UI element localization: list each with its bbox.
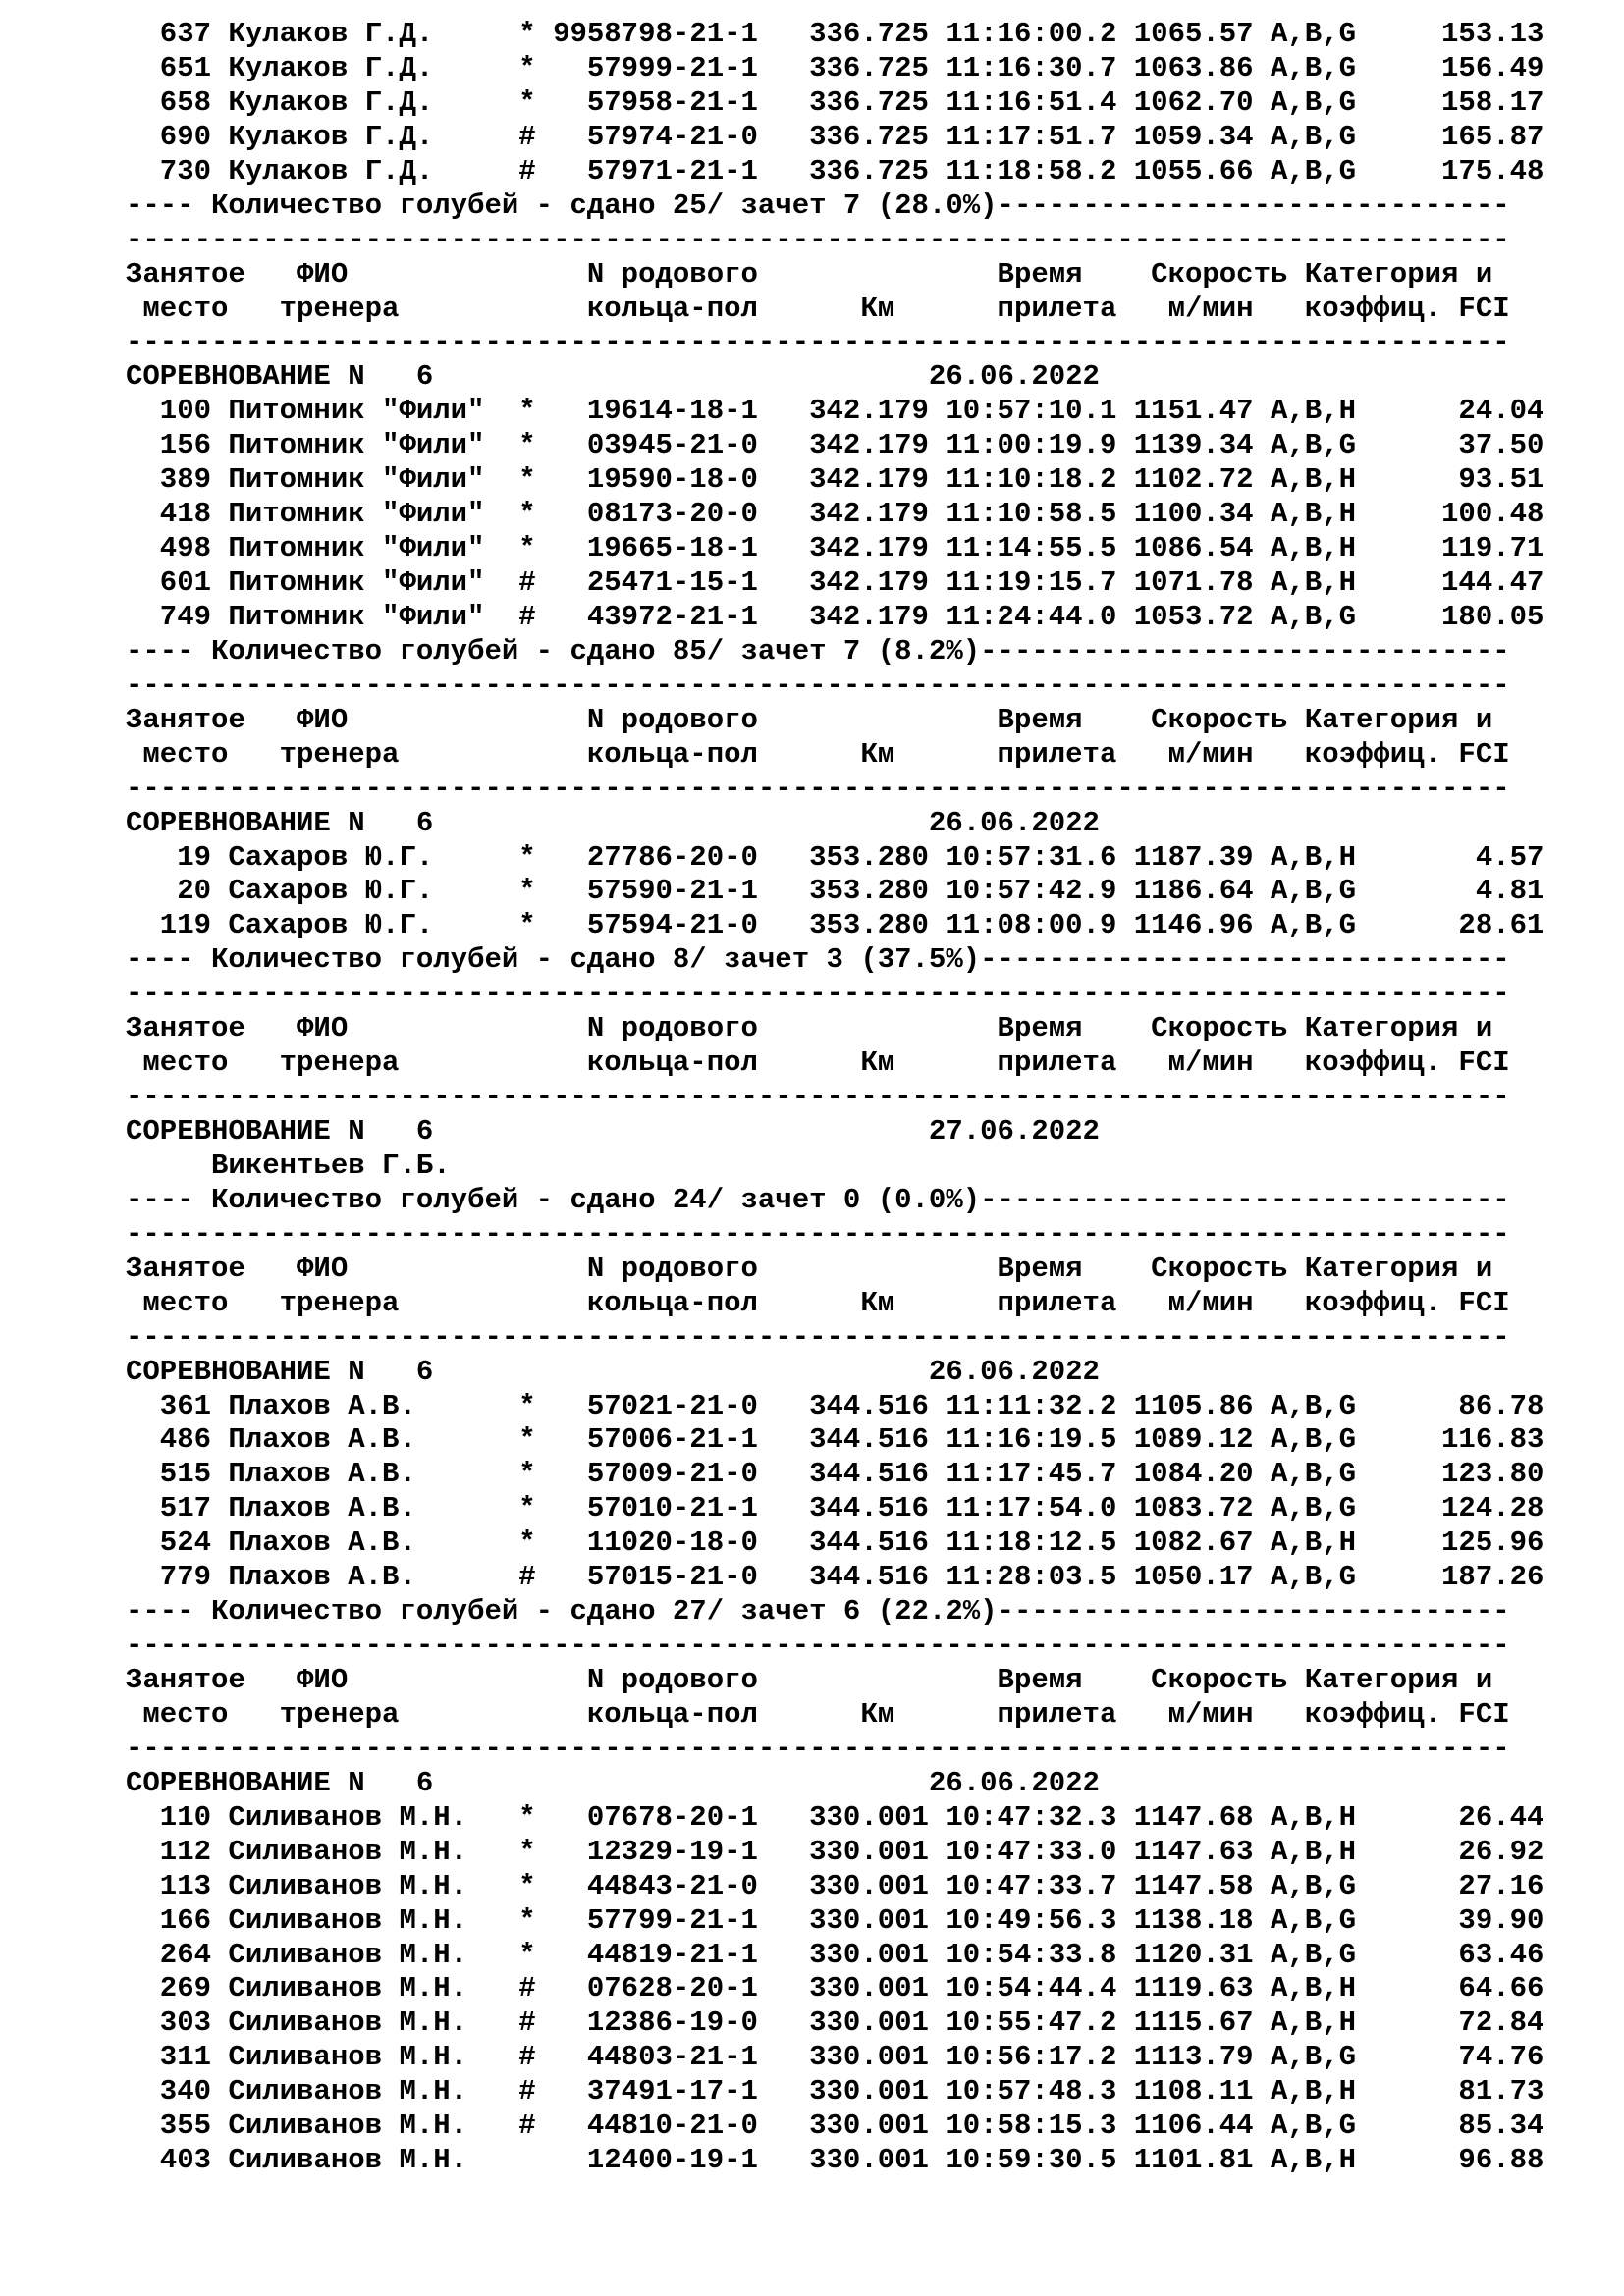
result-row: 498 Питомник "Фили" * 19665-18-1 342.179 11:14:55.5 1086.54 A,B,H 119.71: [126, 532, 1544, 565]
result-row: 389 Питомник "Фили" * 19590-18-0 342.179 11:10:18.2 1102.72 A,B,H 93.51: [126, 463, 1544, 497]
result-row: 269 Силиванов М.Н. # 07628-20-1 330.001 10:54:44.4 1119.63 A,B,H 64.66: [126, 1972, 1544, 2005]
result-row: 779 Плахов А.В. # 57015-21-0 344.516 11:28:03.5 1050.17 A,B,G 187.26: [126, 1561, 1544, 1594]
competition-header: СОРЕВНОВАНИЕ N 6 26.06.2022: [126, 360, 1100, 394]
result-row: 119 Сахаров Ю.Г. * 57594-21-0 353.280 11:08:00.9 1146.96 A,B,G 28.61: [126, 909, 1544, 942]
result-row: 20 Сахаров Ю.Г. * 57590-21-1 353.280 10:57:42.9 1186.64 A,B,G 4.81: [126, 875, 1544, 908]
column-header: Занятое ФИО N родового Время Скорость Категория и: [126, 257, 1493, 291]
competition-header: СОРЕВНОВАНИЕ N 6 26.06.2022: [126, 1766, 1100, 1799]
summary-line: ---- Количество голубей - сдано 25/ зачет 7 (28.0%)------------------------------: [126, 188, 1510, 222]
result-row: 601 Питомник "Фили" # 25471-15-1 342.179 11:19:15.7 1071.78 A,B,H 144.47: [126, 566, 1544, 599]
separator-line: ---------------------------------------------------------------------------------: [126, 1217, 1510, 1251]
column-header: место тренера кольца-пол Км прилета м/мин коэффиц. FCI: [126, 292, 1510, 325]
result-row: 311 Силиванов М.Н. # 44803-21-1 330.001 10:56:17.2 1113.79 A,B,G 74.76: [126, 2041, 1544, 2074]
result-row: 403 Силиванов М.Н. 12400-19-1 330.001 10:59:30.5 1101.81 A,B,H 96.88: [126, 2144, 1544, 2177]
result-row: 730 Кулаков Г.Д. # 57971-21-1 336.725 11:18:58.2 1055.66 A,B,G 175.48: [126, 154, 1544, 187]
result-row: 658 Кулаков Г.Д. * 57958-21-1 336.725 11:16:51.4 1062.70 A,B,G 158.17: [126, 85, 1544, 119]
result-row: 156 Питомник "Фили" * 03945-21-0 342.179 11:00:19.9 1139.34 A,B,G 37.50: [126, 429, 1544, 462]
column-header: Занятое ФИО N родового Время Скорость Категория и: [126, 1252, 1493, 1285]
results-report: [126, 18, 1543, 2178]
result-row: 355 Силиванов М.Н. # 44810-21-0 330.001 10:58:15.3 1106.44 A,B,G 85.34: [126, 2109, 1544, 2143]
result-row: Викентьев Г.Б.: [126, 1148, 451, 1182]
summary-line: ---- Количество голубей - сдано 24/ зачет 0 (0.0%)-------------------------------: [126, 1183, 1510, 1216]
separator-line: ---------------------------------------------------------------------------------: [126, 978, 1510, 1011]
result-row: 651 Кулаков Г.Д. * 57999-21-1 336.725 11:16:30.7 1063.86 A,B,G 156.49: [126, 51, 1544, 84]
result-row: 515 Плахов А.В. * 57009-21-0 344.516 11:17:45.7 1084.20 A,B,G 123.80: [126, 1458, 1544, 1491]
competition-header: СОРЕВНОВАНИЕ N 6 27.06.2022: [126, 1115, 1100, 1148]
column-header: место тренера кольца-пол Км прилета м/мин коэффиц. FCI: [126, 1697, 1510, 1731]
summary-line: ---- Количество голубей - сдано 8/ зачет 3 (37.5%)-------------------------------: [126, 943, 1510, 977]
result-row: 264 Силиванов М.Н. * 44819-21-1 330.001 10:54:33.8 1120.31 A,B,G 63.46: [126, 1938, 1544, 1971]
column-header: Занятое ФИО N родового Время Скорость Категория и: [126, 1664, 1493, 1696]
result-row: 100 Питомник "Фили" * 19614-18-1 342.179 10:57:10.1 1151.47 A,B,H 24.04: [126, 395, 1544, 428]
result-row: 418 Питомник "Фили" * 08173-20-0 342.179 11:10:58.5 1100.34 A,B,H 100.48: [126, 498, 1544, 531]
competition-header: СОРЕВНОВАНИЕ N 6 26.06.2022: [126, 806, 1100, 839]
column-header: место тренера кольца-пол Км прилета м/мин коэффиц. FCI: [126, 737, 1510, 771]
column-header: место тренера кольца-пол Км прилета м/мин коэффиц. FCI: [126, 1046, 1510, 1080]
result-row: 112 Силиванов М.Н. * 12329-19-1 330.001 10:47:33.0 1147.63 A,B,H 26.92: [126, 1835, 1544, 1868]
separator-line: ---------------------------------------------------------------------------------: [126, 1732, 1510, 1765]
separator-line: ---------------------------------------------------------------------------------: [126, 326, 1510, 359]
summary-line: ---- Количество голубей - сдано 85/ зачет 7 (8.2%)-------------------------------: [126, 634, 1510, 667]
separator-line: ---------------------------------------------------------------------------------: [126, 1629, 1510, 1663]
result-row: 361 Плахов А.В. * 57021-21-0 344.516 11:11:32.2 1105.86 A,B,G 86.78: [126, 1389, 1544, 1422]
result-row: 690 Кулаков Г.Д. # 57974-21-0 336.725 11:17:51.7 1059.34 A,B,G 165.87: [126, 120, 1544, 153]
separator-line: ---------------------------------------------------------------------------------: [126, 223, 1510, 256]
separator-line: ---------------------------------------------------------------------------------: [126, 668, 1510, 702]
result-row: 166 Силиванов М.Н. * 57799-21-1 330.001 10:49:56.3 1138.18 A,B,G 39.90: [126, 1903, 1544, 1937]
result-row: 637 Кулаков Г.Д. * 9958798-21-1 336.725 11:16:00.2 1065.57 A,B,G 153.13: [126, 18, 1544, 50]
result-row: 517 Плахов А.В. * 57010-21-1 344.516 11:17:54.0 1083.72 A,B,G 124.28: [126, 1492, 1544, 1525]
result-row: 113 Силиванов М.Н. * 44843-21-0 330.001 10:47:33.7 1147.58 A,B,G 27.16: [126, 1869, 1544, 1902]
result-row: 486 Плахов А.В. * 57006-21-1 344.516 11:16:19.5 1089.12 A,B,G 116.83: [126, 1423, 1544, 1457]
result-row: 303 Силиванов М.Н. # 12386-19-0 330.001 10:55:47.2 1115.67 A,B,H 72.84: [126, 2006, 1544, 2040]
column-header: Занятое ФИО N родового Время Скорость Категория и: [126, 1012, 1493, 1045]
result-row: 524 Плахов А.В. * 11020-18-0 344.516 11:18:12.5 1082.67 A,B,H 125.96: [126, 1526, 1544, 1560]
result-row: 340 Силиванов М.Н. # 37491-17-1 330.001 10:57:48.3 1108.11 A,B,H 81.73: [126, 2075, 1544, 2109]
result-row: 749 Питомник "Фили" # 43972-21-1 342.179 11:24:44.0 1053.72 A,B,G 180.05: [126, 600, 1544, 633]
result-row: 19 Сахаров Ю.Г. * 27786-20-0 353.280 10:57:31.6 1187.39 A,B,H 4.57: [126, 840, 1544, 874]
column-header: место тренера кольца-пол Км прилета м/мин коэффиц. FCI: [126, 1286, 1510, 1319]
separator-line: ---------------------------------------------------------------------------------: [126, 772, 1510, 805]
separator-line: ---------------------------------------------------------------------------------: [126, 1320, 1510, 1354]
separator-line: ---------------------------------------------------------------------------------: [126, 1081, 1510, 1114]
column-header: Занятое ФИО N родового Время Скорость Категория и: [126, 703, 1493, 736]
competition-header: СОРЕВНОВАНИЕ N 6 26.06.2022: [126, 1355, 1100, 1388]
summary-line: ---- Количество голубей - сдано 27/ зачет 6 (22.2%)------------------------------: [126, 1595, 1510, 1629]
result-row: 110 Силиванов М.Н. * 07678-20-1 330.001 10:47:32.3 1147.68 A,B,H 26.44: [126, 1800, 1544, 1834]
